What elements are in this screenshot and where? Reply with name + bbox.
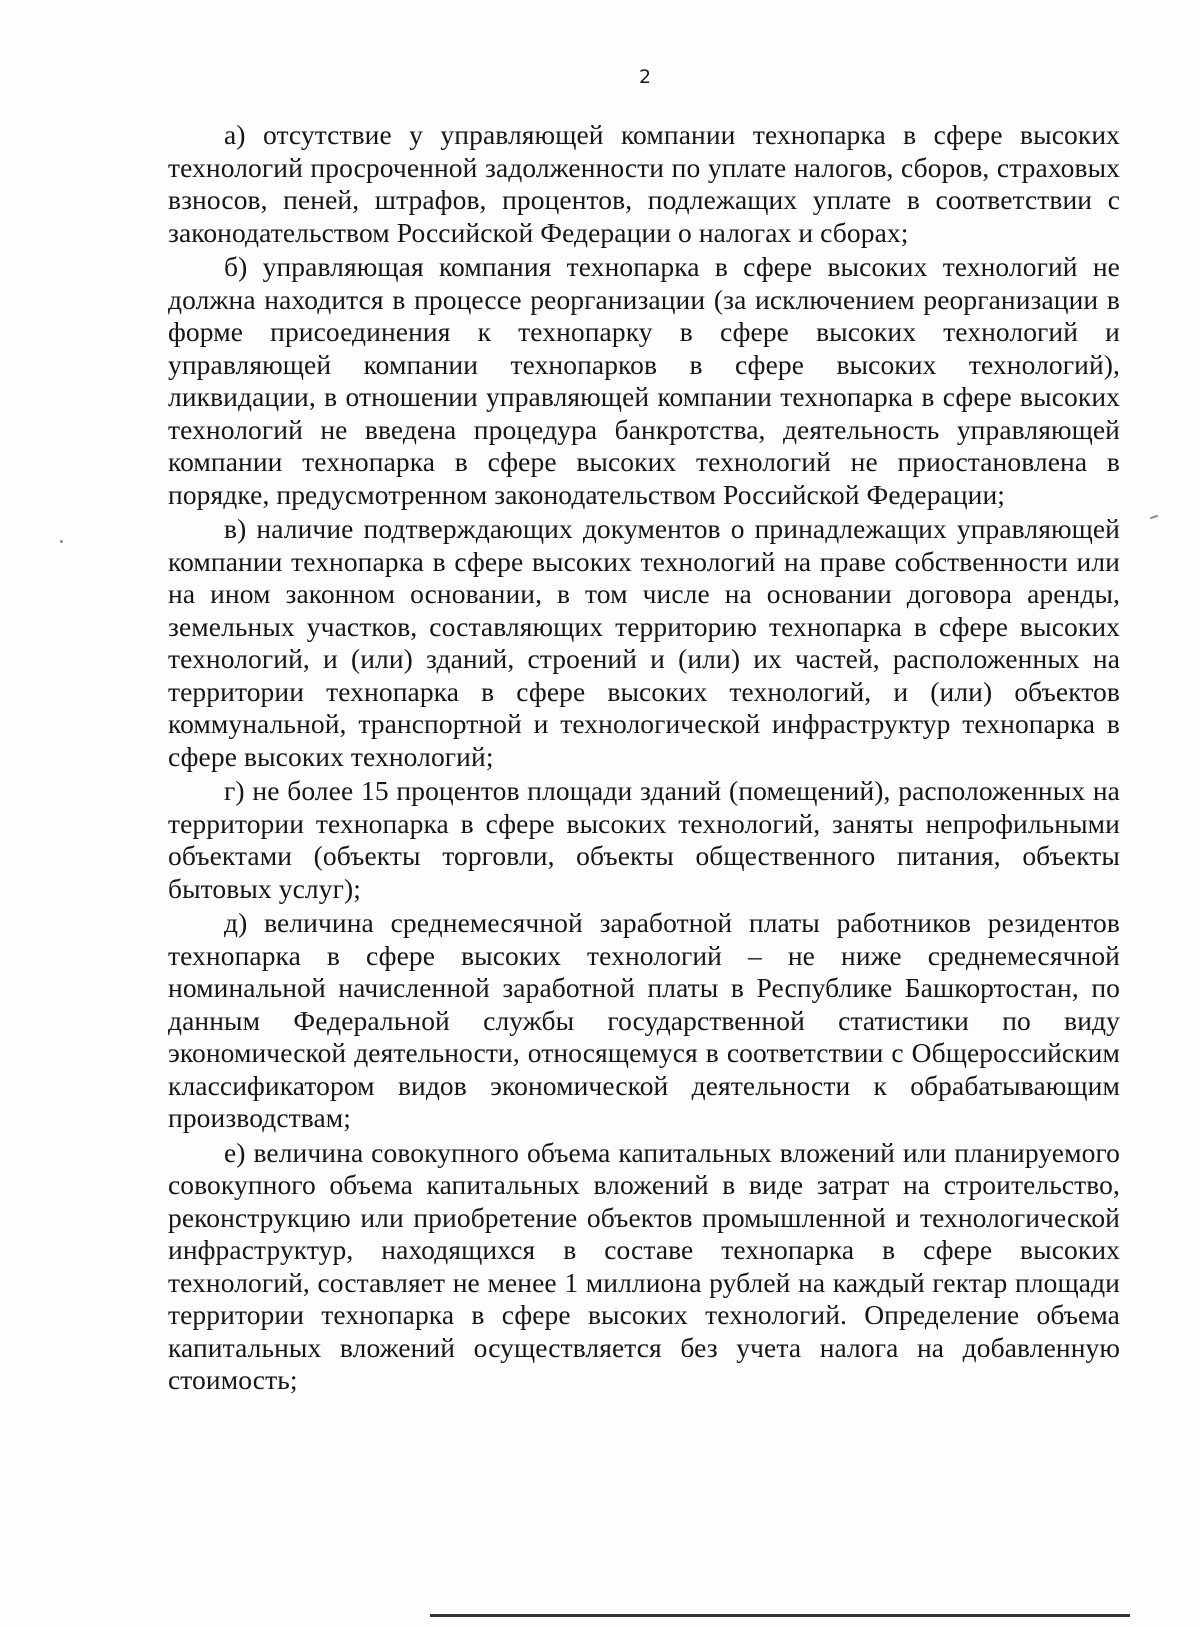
page-number: 2 [638, 66, 652, 88]
paragraph-a: а) отсутствие у управляющей компании технопарка в сфере высоких технологий просроченной задолженности по уплате налогов, сборов, страховых взносов, пеней, штрафов, процентов, подлежащих уплате в соответствии с законодательством Российской Федерации о налогах и сборах; [168, 119, 1120, 248]
paragraph-d: д) величина среднемесячной заработной платы работников резидентов технопарка в сфере высоких технологий – не ниже среднемесячной номинальной начисленной заработной платы в Республике Башкортостан, по данным Федеральной службы государственной статистики по виду экономической деятельности, относящемуся в соответствии с Общероссийским классификатором видов экономической деятельности к обрабатывающим производствам; [168, 907, 1120, 1133]
scan-speck [1150, 515, 1158, 520]
document-body [168, 119, 1120, 1399]
paragraph-v: в) наличие подтверждающих документов о принадлежащих управляющей компании технопарка в сфере высоких технологий на праве собственности или на ином законном основании, в том числе на основании договора аренды, земельных участков, составляющих территорию технопарка в сфере высоких технологий, и (или) зданий, строений и (или) их частей, расположенных на территории технопарка в сфере высоких технологий, и (или) объектов коммунальной, транспортной и технологической инфраструктур технопарка в сфере высоких технологий; [168, 513, 1120, 772]
paragraph-g: г) не более 15 процентов площади зданий (помещений), расположенных на территории технопарка в сфере высоких технологий, заняты непрофильными объектами (объекты торговли, объекты общественного питания, объекты бытовых услуг); [168, 775, 1120, 904]
paragraph-e: е) величина совокупного объема капитальных вложений или планируемого совокупного объема капитальных вложений в виде затрат на строительство, реконструкцию или приобретение объектов промышленной и технологической инфраструктур, находящихся в составе технопарка в сфере высоких технологий, составляет не менее 1 миллиона рублей на каждый гектар площади территории технопарка в сфере высоких технологий. Определение объема капитальных вложений осуществляется без учета налога на добавленную стоимость; [168, 1136, 1120, 1395]
paragraph-b: б) управляющая компания технопарка в сфере высоких технологий не должна находится в процессе реорганизации (за исключением реорганизации в форме присоединения к технопарку в сфере высоких технологий и управляющей компании технопарков в сфере высоких технологий), ликвидации, в отношении управляющей компании технопарка в сфере высоких технологий не введена процедура банкротства, деятельность управляющей компании технопарка в сфере высоких технологий не приостановлена в порядке, предусмотренном законодательством Российской Федерации; [168, 251, 1120, 510]
scan-edge-line [430, 1614, 1130, 1617]
scan-speck [60, 540, 63, 543]
